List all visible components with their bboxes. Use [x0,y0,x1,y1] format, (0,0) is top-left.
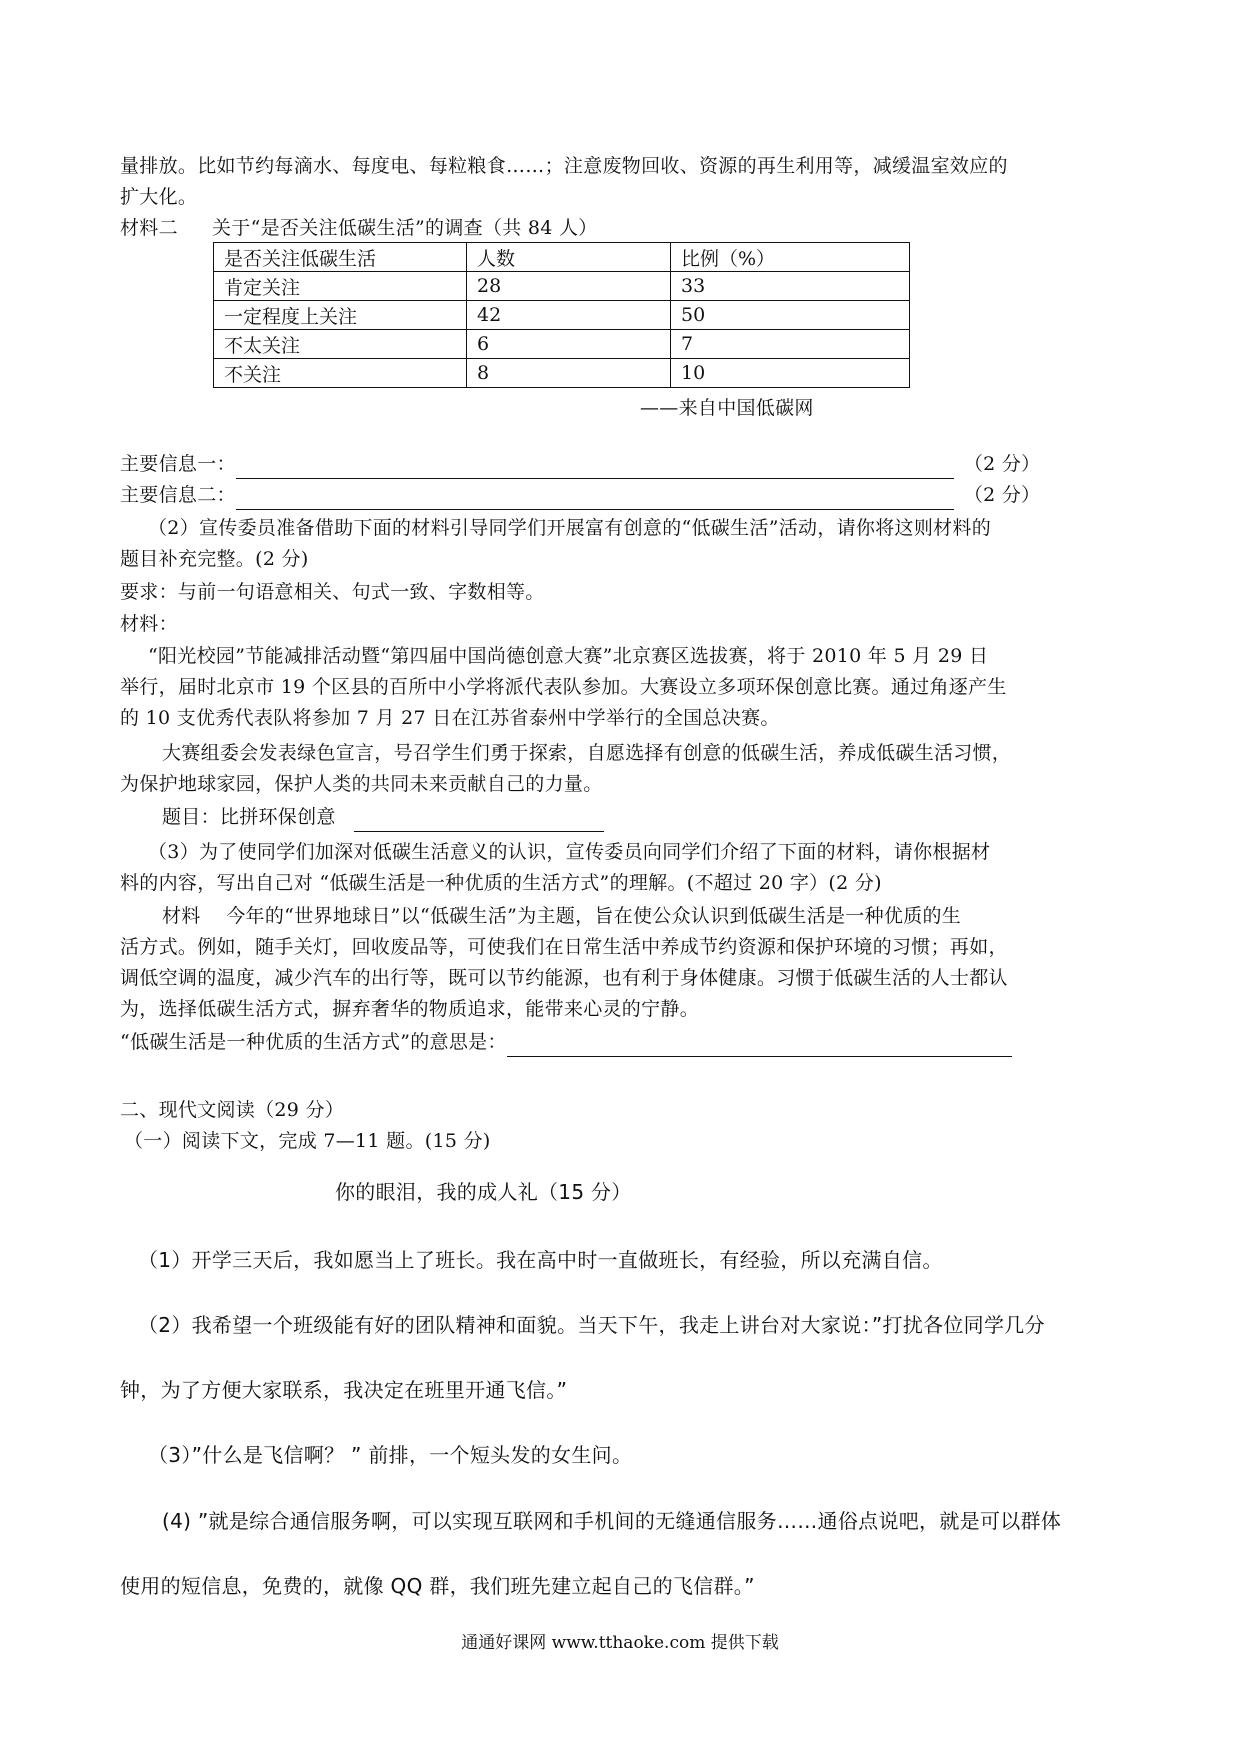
q3-material-line2: 活方式。例如，随手关灯，回收废品等，可使我们在日常生活中养成节约资源和保护环境的习惯；再如， [120,936,1008,958]
q2-paragraph1-line2: 举行，届时北京市 19 个区县的百所中小学将派代表队参加。大赛设立多项环保创意比赛。通过角逐产生 [120,676,1007,698]
info-label-1: 主要信息一： [120,453,236,475]
info-line-2 [120,481,1040,510]
survey-table [213,242,910,388]
material2-title: 关于“是否关注低碳生活”的调查（共 84 人） [212,217,598,239]
table-cell: 不关注 [214,359,467,388]
table-row [214,330,910,359]
material2-label: 材料二 [120,217,178,239]
info-answer-blank-1[interactable] [236,456,954,479]
table-cell: 肯定关注 [214,272,467,301]
q3-answer-label: “低碳生活是一种优质的生活方式”的意思是： [120,1031,507,1053]
q2-paragraph1-line3: 的 10 支优秀代表队将参加 7 月 27 日在江苏省泰州中学举行的全国总决赛。 [120,707,780,729]
table-header: 是否关注低碳生活 [214,243,467,272]
table-cell: 28 [467,272,671,301]
q2-topic-line [162,803,604,832]
table-cell: 42 [467,301,671,330]
q3-line2: 料的内容，写出自己对 “低碳生活是一种优质的生活方式”的理解。(不超过 20 字）(2 分) [120,872,882,894]
q3-material-line3: 调低空调的温度，减少汽车的出行等，既可以节约能源，也有利于身体健康。习惯于低碳生活的人士都认 [120,967,1008,989]
table-row [214,301,910,330]
article-paragraph-2a: （2）我希望一个班级能有好的团队精神和面貌。当天下午，我走上讲台对大家说：”打扰各位同学几分 [138,1313,1045,1337]
info-score-1: （2 分） [963,453,1041,475]
q2-topic-blank[interactable] [354,809,604,832]
article-paragraph-4b: 使用的短信息，免费的，就像 QQ 群，我们班先建立起自己的飞信群。” [120,1574,755,1598]
table-row [214,359,910,388]
q2-topic-label: 题目：比拼环保创意 [162,806,336,828]
table-cell: 50 [671,301,910,330]
article-title: 你的眼泪，我的成人礼（15 分） [335,1180,632,1204]
table-cell: 不太关注 [214,330,467,359]
section2-subheading: （一）阅读下文，完成 7—11 题。(15 分) [124,1130,491,1152]
article-paragraph-4a: (4) ”就是综合通信服务啊，可以实现互联网和手机间的无缝通信服务……通俗点说吧，就是可以群体 [162,1509,1062,1533]
table-header: 人数 [467,243,671,272]
q2-line2: 题目补充完整。(2 分) [120,548,309,570]
q3-material-line4: 为，选择低碳生活方式，摒弃奢华的物质追求，能带来心灵的宁静。 [120,998,700,1020]
info-line-1 [120,450,1040,479]
info-label-2: 主要信息二： [120,484,236,506]
article-paragraph-1: （1）开学三天后，我如愿当上了班长。我在高中时一直做班长，有经验，所以充满自信。 [138,1248,943,1272]
article-paragraph-3: （3）”什么是飞信啊？ ” 前排，一个短头发的女生问。 [148,1443,633,1467]
table-cell: 33 [671,272,910,301]
q3-line1: （3）为了使同学们加深对低碳生活意义的认识，宣传委员向同学们介绍了下面的材料，请你根据材 [148,841,991,863]
q2-paragraph2-line2: 为保护地球家园，保护人类的共同未来贡献自己的力量。 [120,773,603,795]
section2-heading: 二、现代文阅读（29 分） [120,1099,345,1121]
q2-paragraph2-line1: 大赛组委会发表绿色宣言，号召学生们勇于探索，自愿选择有创意的低碳生活，养成低碳生活习惯， [162,742,1012,764]
q2-requirement: 要求：与前一句语意相关、句式一致、字数相等。 [120,581,545,603]
page-footer: 通通好课网 www.tthaoke.com 提供下载 [461,1633,779,1653]
q3-answer-blank[interactable] [507,1034,1012,1057]
q3-material-line1: 材料 今年的“世界地球日”以“低碳生活”为主题，旨在使公众认识到低碳生活是一种优质的生 [162,905,962,927]
table-row [214,272,910,301]
table-cell: 10 [671,359,910,388]
table-cell: 8 [467,359,671,388]
table-header: 比例（%） [671,243,910,272]
q2-paragraph1-line1: “阳光校园”节能减排活动暨“第四届中国尚德创意大赛”北京赛区选拔赛，将于 2010 年 5 月 29 日 [148,645,989,667]
table-cell: 一定程度上关注 [214,301,467,330]
info-answer-blank-2[interactable] [236,487,954,510]
q3-answer-line [120,1028,1012,1057]
table-header-row [214,243,910,272]
q2-material-label: 材料： [120,613,178,635]
material1-line2: 扩大化。 [120,186,198,208]
info-score-2: （2 分） [963,484,1041,506]
table-cell: 7 [671,330,910,359]
material1-line1: 量排放。比如节约每滴水、每度电、每粒粮食……；注意废物回收、资源的再生利用等，减缓温室效应的 [120,155,1008,177]
q2-line1: （2）宣传委员准备借助下面的材料引导同学们开展富有创意的“低碳生活”活动，请你将这则材料的 [148,517,992,539]
table-source: ——来自中国低碳网 [640,397,814,419]
article-paragraph-2b: 钟，为了方便大家联系，我决定在班里开通飞信。” [120,1378,568,1402]
table-cell: 6 [467,330,671,359]
